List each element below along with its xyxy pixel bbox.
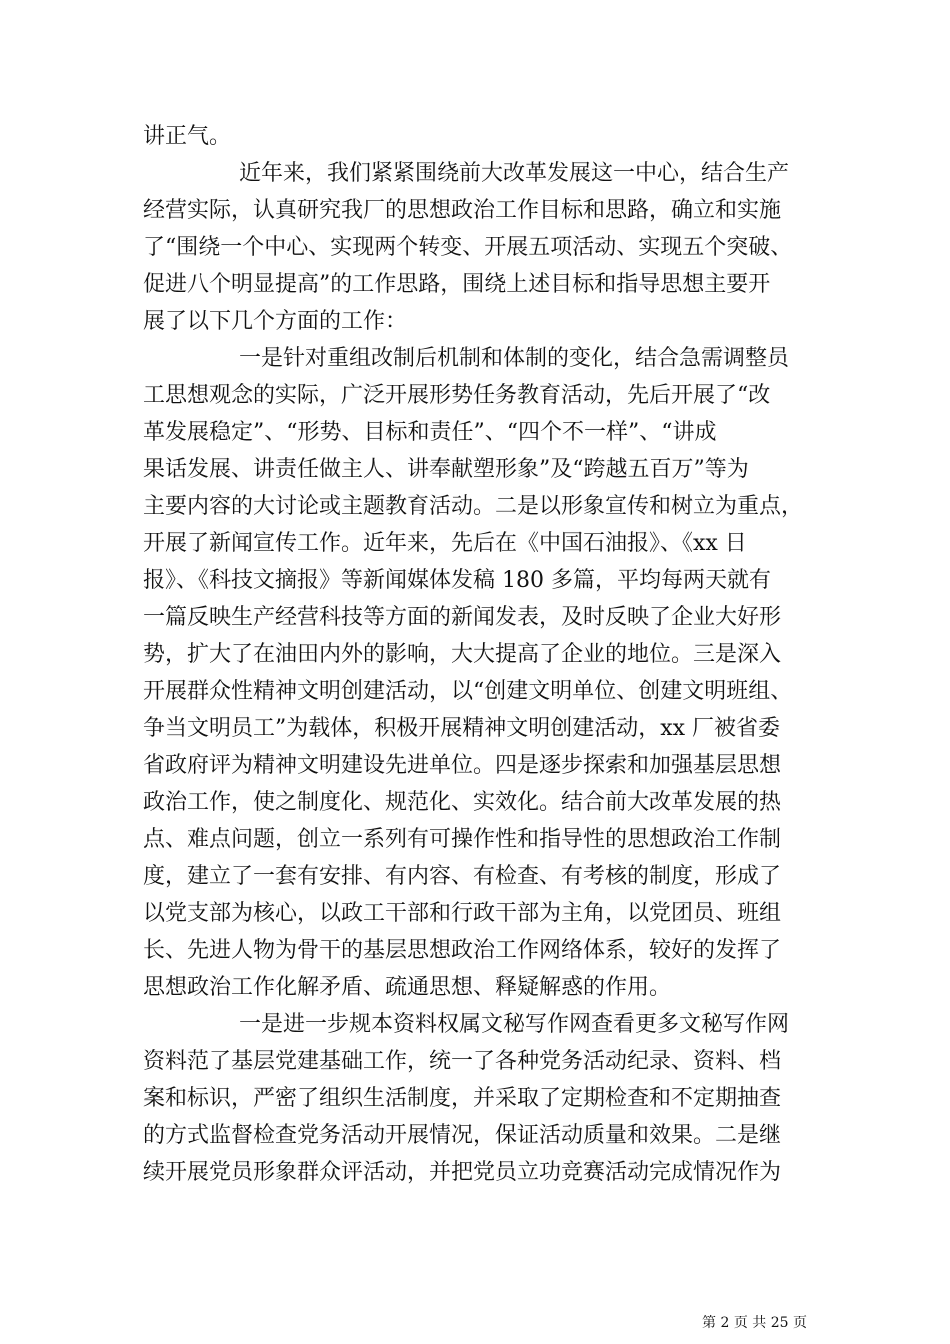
text-line: 一是针对重组改制后机制和体制的变化，结合急需调整员 bbox=[239, 346, 790, 371]
text-line: 以党支部为核心，以政工干部和行政干部为主角，以党团员、班组 bbox=[143, 901, 782, 926]
text-line: 开展群众性精神文明创建活动，以“创建文明单位、创建文明班组、 bbox=[143, 679, 793, 704]
text-line: 一是进一步规本资料权属文秘写作网查看更多文秘写作网 bbox=[239, 1012, 790, 1037]
text-line: 资料范了基层党建基础工作，统一了各种党务活动纪录、资料、档 bbox=[143, 1049, 782, 1074]
text-line: 报》、《科技文摘报》等新闻媒体发稿 180 多篇，平均每两天就有 bbox=[143, 568, 771, 593]
text-line: 点、难点问题，创立一系列有可操作性和指导性的思想政治工作制 bbox=[143, 827, 782, 852]
text-line: 案和标识，严密了组织生活制度，并采取了定期检查和不定期抽查 bbox=[143, 1086, 782, 1111]
text-line: 思想政治工作化解矛盾、疏通思想、释疑解惑的作用。 bbox=[143, 975, 672, 1000]
text-line: 长、先进人物为骨干的基层思想政治工作网络体系，较好的发挥了 bbox=[143, 938, 782, 963]
text-line: 革发展稳定”、“形势、目标和责任”、“四个不一样”、“讲成 bbox=[143, 420, 717, 445]
text-line: 的方式监督检查党务活动开展情况，保证活动质量和效果。二是继 bbox=[143, 1123, 782, 1148]
text-line: 一篇反映生产经营科技等方面的新闻发表，及时反映了企业大好形 bbox=[143, 605, 782, 630]
text-line: 势，扩大了在油田内外的影响，大大提高了企业的地位。三是深入 bbox=[143, 642, 782, 667]
text-line: 政治工作，使之制度化、规范化、实效化。结合前大改革发展的热 bbox=[143, 790, 782, 815]
page-number: 第 2 页 共 25 页 bbox=[702, 1315, 807, 1331]
text-line: 续开展党员形象群众评活动，并把党员立功竞赛活动完成情况作为 bbox=[143, 1160, 782, 1185]
text-line: 度，建立了一套有安排、有内容、有检查、有考核的制度，形成了 bbox=[143, 864, 782, 889]
text-line: 果话发展、讲责任做主人、讲奉献塑形象”及“跨越五百万”等为 bbox=[143, 457, 749, 482]
text-line: 主要内容的大讨论或主题教育活动。二是以形象宣传和树立为重点， bbox=[143, 494, 804, 519]
text-line: 展了以下几个方面的工作： bbox=[143, 309, 408, 334]
text-line: 争当文明员工”为载体，积极开展精神文明创建活动，xx 厂被省委 bbox=[143, 716, 781, 741]
body-text bbox=[143, 118, 813, 1191]
text-line: 工思想观念的实际，广泛开展形势任务教育活动，先后开展了“改 bbox=[143, 383, 771, 408]
text-line: 近年来，我们紧紧围绕前大改革发展这一中心，结合生产 bbox=[239, 161, 790, 186]
text-line: 省政府评为精神文明建设先进单位。四是逐步探索和加强基层思想 bbox=[143, 753, 782, 778]
text-line: 促进八个明显提高”的工作思路，围绕上述目标和指导思想主要开 bbox=[143, 272, 771, 297]
text-line: 开展了新闻宣传工作。近年来，先后在《中国石油报》、《xx 日 bbox=[143, 531, 747, 556]
text-line: 经营实际，认真研究我厂的思想政治工作目标和思路，确立和实施 bbox=[143, 198, 782, 223]
text-line: 了“围绕一个中心、实现两个转变、开展五项活动、实现五个突破、 bbox=[143, 235, 793, 260]
text-line: 讲正气。 bbox=[143, 124, 232, 149]
